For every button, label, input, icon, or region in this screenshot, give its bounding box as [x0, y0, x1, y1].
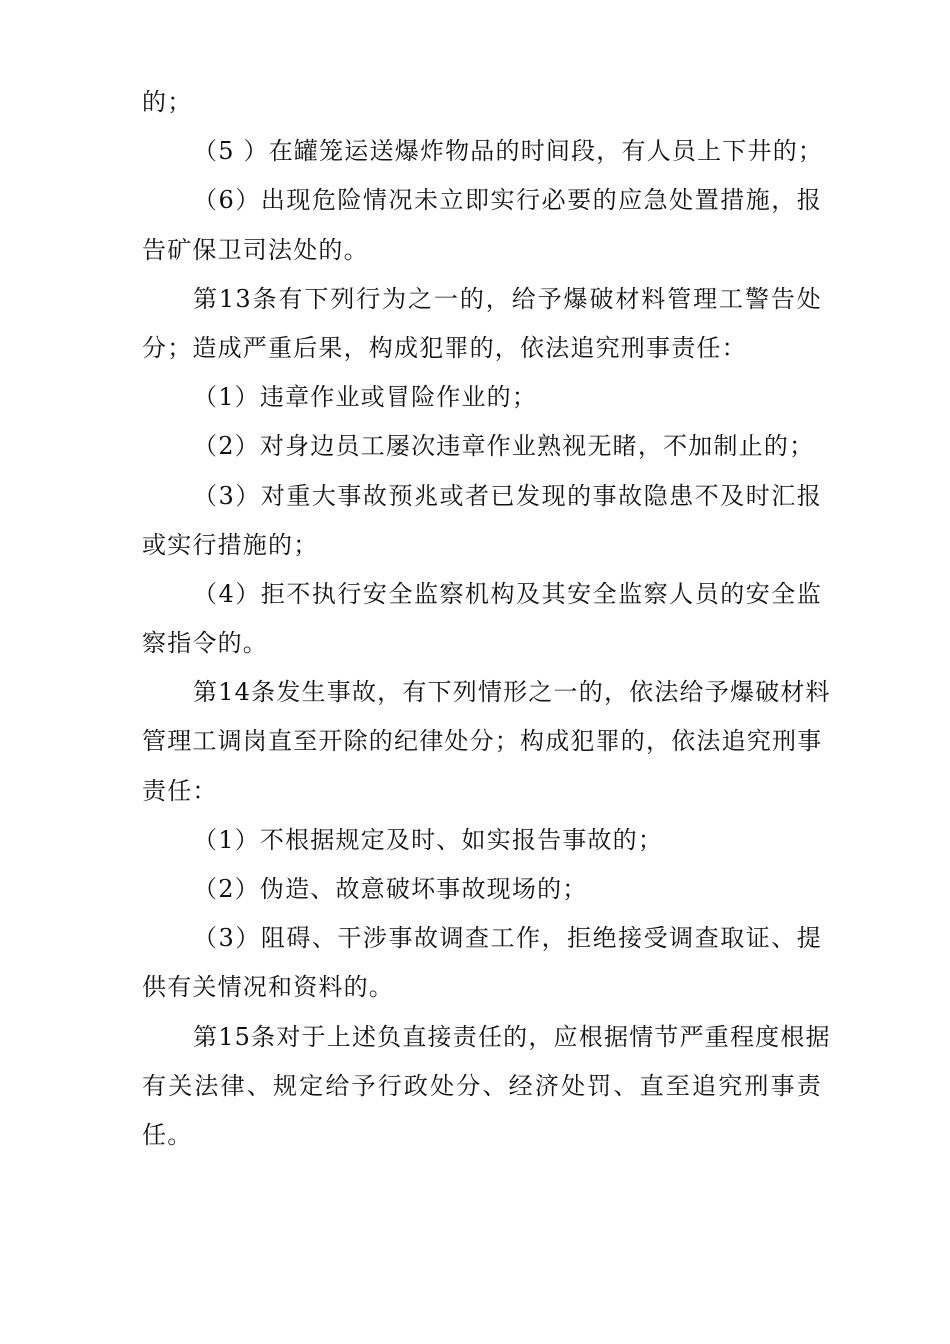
- text-line: 告矿保卫司法处的。: [142, 235, 369, 264]
- text-line: 或实行措施的；: [142, 530, 319, 559]
- document-page: [142, 78, 831, 1160]
- text-line: 察指令的。: [142, 629, 268, 658]
- text-line: 任。: [142, 1120, 193, 1149]
- text-line: （1）不根据规定及时、如实报告事故的；: [193, 825, 664, 854]
- text-line: （2）对身边员工屡次违章作业熟视无睹，不加制止的；: [193, 432, 815, 461]
- text-line: （3）对重大事故预兆或者已发现的事故隐患不及时汇报: [193, 481, 822, 510]
- text-line: （1）违章作业或冒险作业的；: [193, 383, 538, 412]
- text-line: 管理工调岗直至开除的纪律处分；构成犯罪的，依法追究刑事: [142, 727, 823, 756]
- text-line: （6）出现危险情况未立即实行必要的应急处置措施，报: [193, 186, 822, 215]
- text-line: 有关法律、规定给予行政处分、经济处罚、直至追究刑事责: [142, 1071, 822, 1100]
- text-line: 第14条发生事故，有下列情形之一的，依法给予爆破材料: [193, 678, 831, 707]
- text-line: 的；: [142, 88, 193, 116]
- text-line: 第13条有下列行为之一的，给予爆破材料管理工警告处: [193, 284, 822, 313]
- text-line: 供有关情况和资料的。: [142, 973, 394, 1002]
- text-line: （5 ）在罐笼运送爆炸物品的时间段，有人员上下井的；: [193, 137, 824, 166]
- text-line: 责任：: [142, 776, 218, 805]
- text-line: （3）阻碍、干涉事故调查工作，拒绝接受调查取证、提: [193, 924, 822, 953]
- text-line: 分；造成严重后果，构成犯罪的，依法追究刑事责任：: [142, 333, 747, 362]
- text-line: 第15条对于上述负直接责任的，应根据情节严重程度根据: [193, 1022, 831, 1051]
- text-line: （4）拒不执行安全监察机构及其安全监察人员的安全监: [193, 579, 822, 608]
- text-line: （2）伪造、故意破坏事故现场的；: [193, 875, 588, 903]
